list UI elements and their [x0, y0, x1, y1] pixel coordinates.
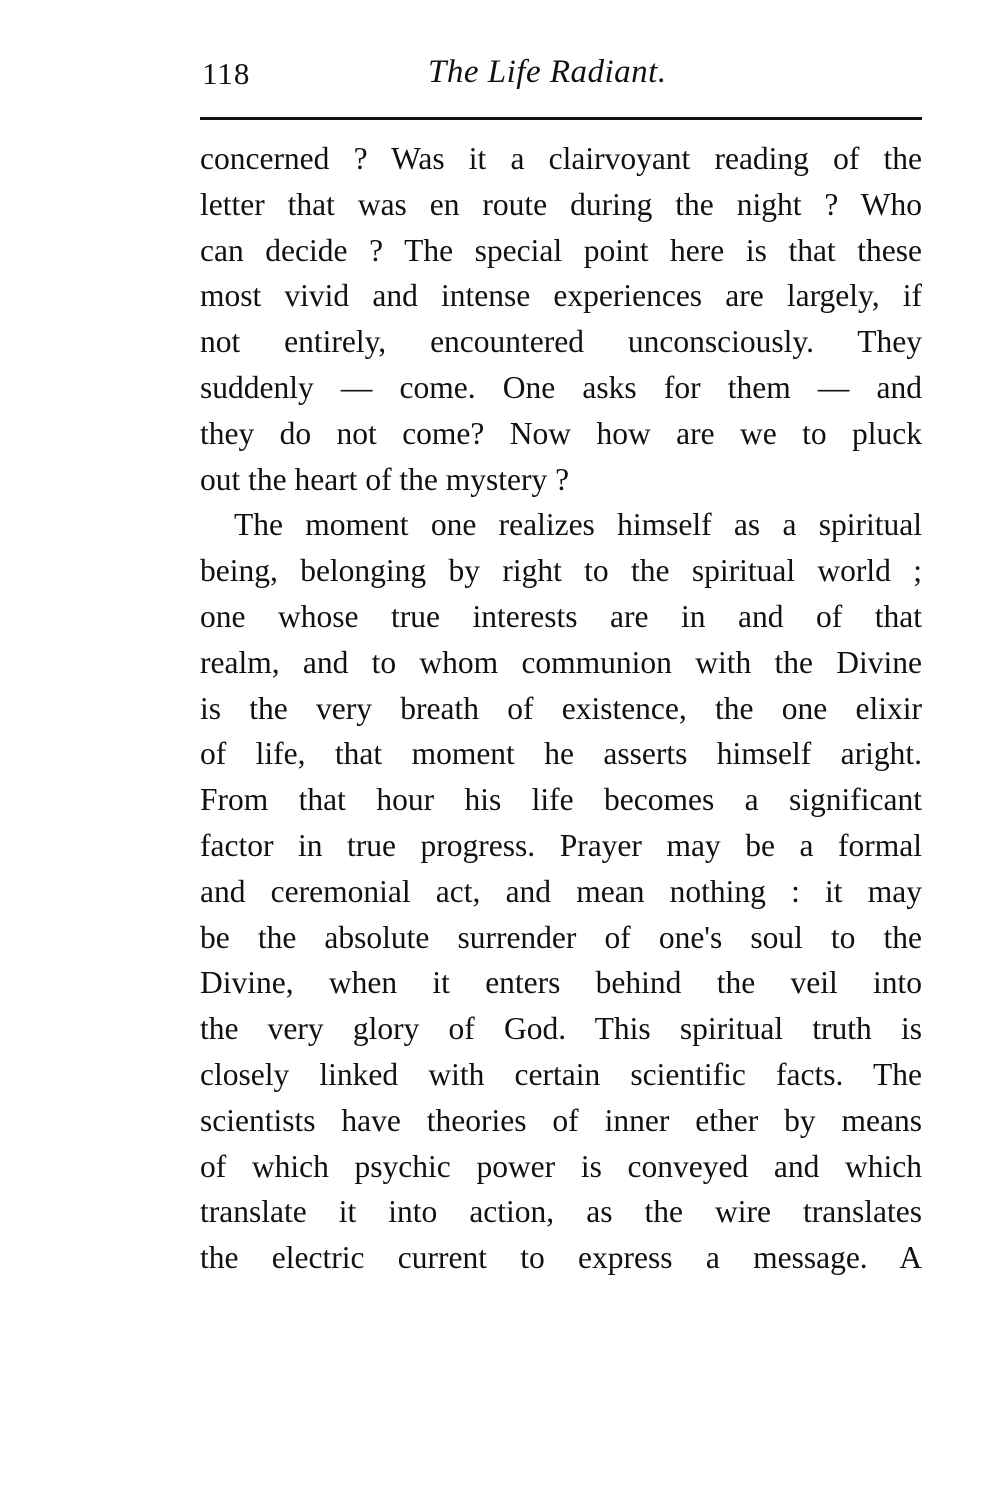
header-rule: [200, 117, 922, 120]
text-line: not entirely, encountered unconsciously. They: [200, 324, 922, 360]
text-line: The moment one realizes himself as a spiritual: [234, 507, 922, 543]
text-line: is the very breath of existence, the one elixir: [200, 690, 922, 726]
text-line: can decide ? The special point here is that these: [200, 232, 922, 268]
body-text: [200, 136, 922, 1281]
text-line: of which psychic power is conveyed and which: [200, 1148, 922, 1184]
text-line: factor in true progress. Prayer may be a formal: [200, 827, 922, 863]
text-line: of life, that moment he asserts himself aright.: [200, 736, 922, 772]
text-line: concerned ? Was it a clairvoyant reading of the: [200, 141, 922, 176]
page-number: 118: [202, 56, 251, 91]
text-line: out the heart of the mystery ?: [200, 461, 570, 497]
text-line: be the absolute surrender of one's soul to the: [200, 919, 922, 955]
text-line: letter that was en route during the night ? Who: [200, 186, 922, 222]
book-title: The Life Radiant.: [428, 54, 667, 90]
text-line: realm, and to whom communion with the Divine: [200, 644, 922, 680]
text-line: Divine, when it enters behind the veil into: [200, 965, 922, 1001]
text-line: the electric current to express a message. A: [200, 1240, 922, 1276]
text-line: one whose true interests are in and of that: [200, 598, 922, 634]
text-line: most vivid and intense experiences are largely, if: [200, 278, 922, 314]
text-line: scientists have theories of inner ether by means: [200, 1102, 922, 1138]
text-line: and ceremonial act, and mean nothing : it may: [200, 873, 922, 909]
text-line: they do not come? Now how are we to pluck: [200, 415, 922, 451]
text-line: being, belonging by right to the spiritual world ;: [200, 553, 922, 589]
text-line: closely linked with certain scientific facts. The: [200, 1056, 922, 1092]
text-line: suddenly — come. One asks for them — and: [200, 369, 922, 405]
text-line: translate it into action, as the wire translates: [200, 1194, 922, 1230]
text-line: the very glory of God. This spiritual truth is: [200, 1011, 922, 1047]
running-head: [200, 50, 922, 96]
text-line: From that hour his life becomes a significant: [200, 782, 922, 818]
